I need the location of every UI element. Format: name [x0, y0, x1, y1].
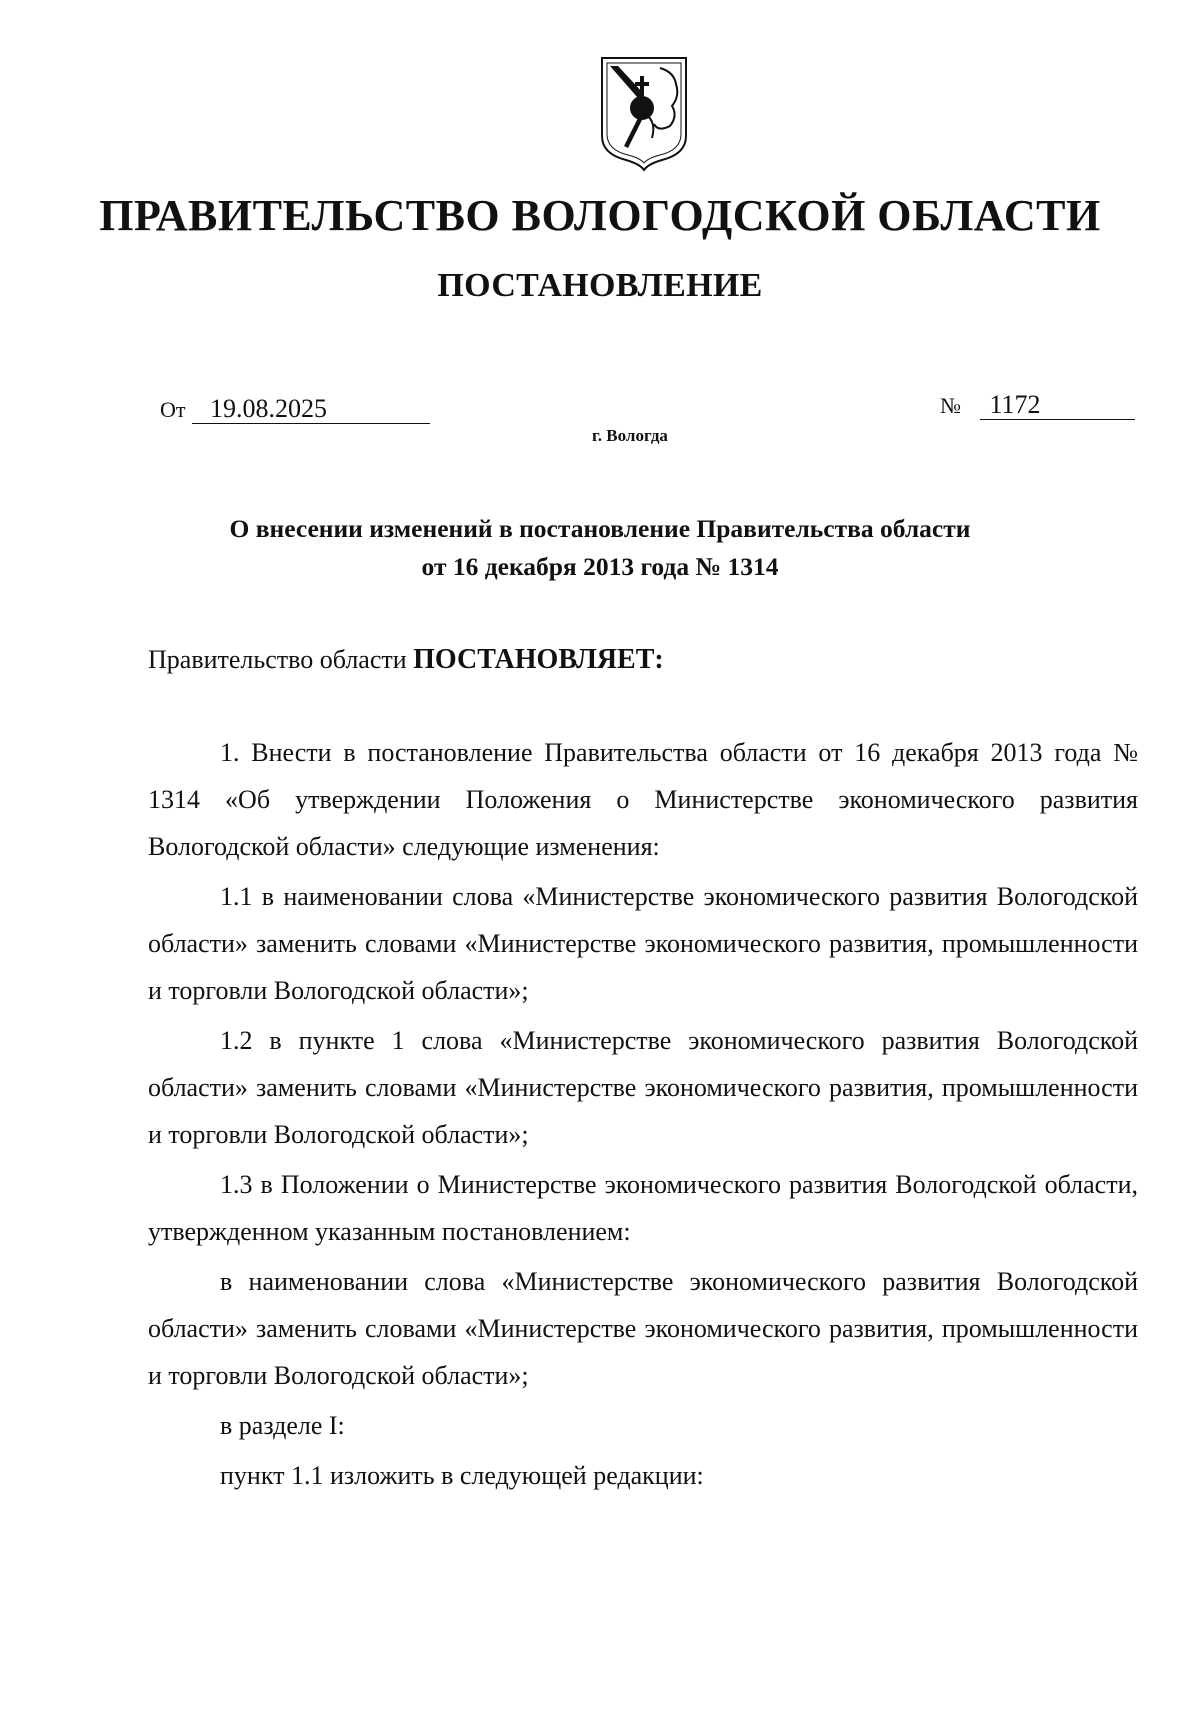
paragraph-point-1-1: пункт 1.1 изложить в следующей редакции: — [220, 1461, 704, 1490]
paragraph-1: 1. Внести в постановление Правительства области от 16 декабря 2013 года № 1314 «Об утверждении Положения о Министерстве экономического развития Вологодской области» следующие изменения: — [148, 738, 1138, 861]
emblem-cross-horizontal — [635, 82, 649, 86]
paragraph-1-2: 1.2 в пункте 1 слова «Министерстве экономического развития Вологодской области» заменить словами «Министерстве экономического развития, промышленности и торговли Вологодской области»; — [148, 1026, 1138, 1149]
document-body — [148, 729, 1138, 1502]
document-type: ПОСТАНОВЛЕНИЕ — [437, 267, 763, 304]
number-label: № — [940, 393, 961, 418]
coat-of-arms-icon — [598, 54, 690, 172]
paragraph-section-1: в разделе I: — [220, 1411, 345, 1440]
emblem-cross-vertical — [640, 76, 644, 98]
date-value: 19.08.2025 — [192, 395, 430, 424]
paragraph-1-1: 1.1 в наименовании слова «Министерстве экономического развития Вологодской области» заменить словами «Министерстве экономического развития, промышленности и торговли Вологодской области»; — [148, 882, 1138, 1005]
subject-line-2: от 16 декабря 2013 года № 1314 — [421, 552, 779, 581]
number-value: 1172 — [980, 391, 1135, 420]
date-line — [160, 394, 430, 424]
government-title: ПРАВИТЕЛЬСТВО ВОЛОГОДСКОЙ ОБЛАСТИ — [99, 191, 1101, 240]
city: г. Вологда — [592, 426, 668, 445]
number-line — [940, 390, 1135, 420]
paragraph-1-3: 1.3 в Положении о Министерстве экономического развития Вологодской области, утвержденном указанным постановлением: — [148, 1170, 1138, 1246]
document-subject — [0, 510, 1200, 586]
preamble-emphasis: ПОСТАНОВЛЯЕТ: — [413, 644, 664, 675]
date-label: От — [160, 397, 186, 422]
paragraph-title-change: в наименовании слова «Министерстве экономического развития Вологодской области» заменить словами «Министерстве экономического развития, промышленности и торговли Вологодской области»; — [148, 1267, 1138, 1390]
preamble — [148, 644, 664, 676]
preamble-text: Правительство области — [148, 645, 414, 674]
subject-line-1: О внесении изменений в постановление Правительства области — [229, 514, 971, 543]
emblem-orb — [630, 96, 654, 120]
